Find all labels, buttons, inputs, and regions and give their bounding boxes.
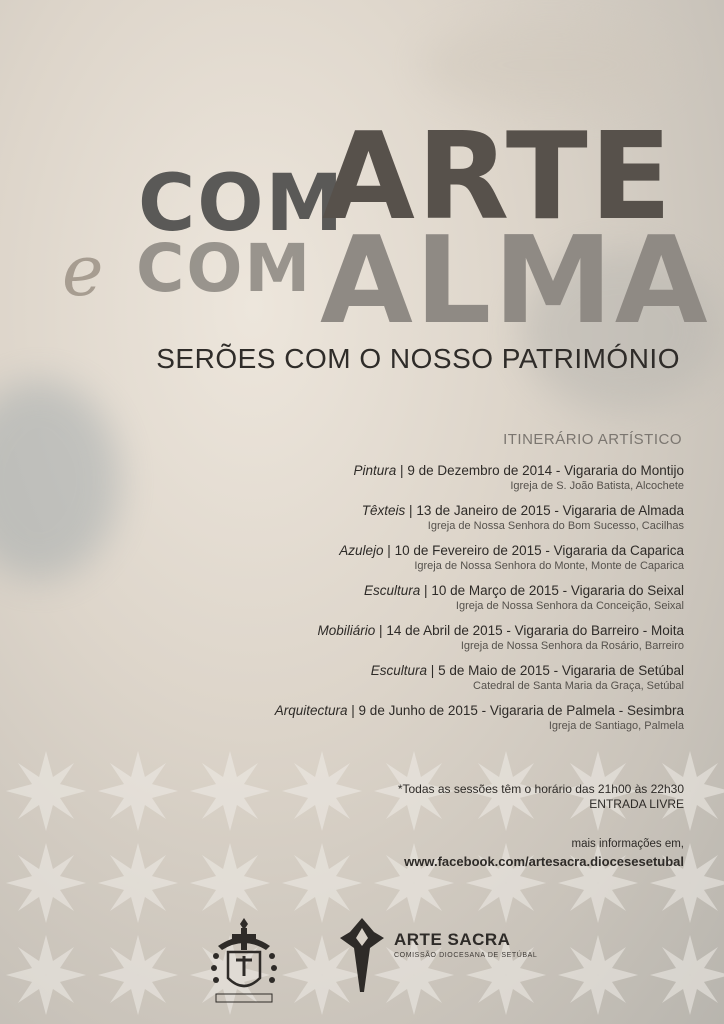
event-detail: 5 de Maio de 2015 - Vigararia de Setúbal (438, 663, 684, 678)
separator: | (351, 703, 355, 718)
event-venue: Igreja de Nossa Senhora do Monte, Monte de Caparica (414, 560, 684, 572)
event-discipline: Têxteis (361, 503, 406, 518)
separator: | (430, 663, 435, 678)
arte-sacra-mark-icon (340, 918, 384, 992)
event-list (164, 462, 684, 742)
separator: | (387, 543, 391, 558)
title-com-mirrored: COM (136, 230, 313, 307)
event-venue: Igreja de Santiago, Palmela (548, 720, 684, 732)
event-venue: Igreja de Nossa Senhora do Bom Sucesso, Cacilhas (427, 520, 684, 532)
separator: | (409, 503, 413, 518)
title-arte: ARTE (322, 108, 674, 247)
arte-sacra-wordmark (394, 930, 537, 959)
event-venue: Igreja de Nossa Senhora da Rosário, Barreiro (460, 640, 684, 652)
separator: | (379, 623, 383, 638)
free-entry: ENTRADA LIVRE (589, 797, 684, 811)
event-item (164, 702, 684, 733)
event-discipline: Escultura (370, 663, 428, 678)
brand-subtitle: COMISSÃO DIOCESANA DE SETÚBAL (394, 952, 538, 959)
event-item (164, 542, 684, 573)
event-item (164, 462, 684, 493)
event-detail: 9 de Junho de 2015 - Vigararia de Palmela - Sesimbra (358, 703, 684, 718)
background-stain (420, 20, 680, 110)
event-venue: Catedral de Santa Maria da Graça, Setúbal (473, 680, 684, 692)
schedule-notes (398, 782, 684, 812)
event-item (164, 622, 684, 653)
subtitle: SERÕES COM O NOSSO PATRIMÓNIO (156, 343, 680, 374)
event-line (164, 662, 684, 679)
event-line (164, 582, 684, 599)
title-alma: ALMA (320, 212, 710, 351)
event-discipline: Escultura (364, 583, 421, 598)
event-line (164, 542, 684, 559)
brand-name: ARTE SACRA (394, 930, 511, 949)
separator: | (424, 583, 428, 598)
event-line (164, 702, 684, 719)
event-item (164, 502, 684, 533)
background-stain (0, 380, 120, 580)
event-discipline: Arquitectura (274, 703, 348, 718)
title-e: e (62, 230, 104, 312)
diocese-crest-logo (208, 916, 280, 1008)
more-info (404, 836, 684, 870)
event-discipline: Pintura (353, 463, 397, 478)
event-detail: 13 de Janeiro de 2015 - Vigararia de Almada (416, 503, 684, 518)
event-detail: 9 de Dezembro de 2014 - Vigararia do Montijo (407, 463, 684, 478)
event-line (164, 462, 684, 479)
schedule-note: *Todas as sessões têm o horário das 21h00 às 22h30 (397, 782, 684, 796)
more-info-label: mais informações em, (571, 838, 684, 850)
event-discipline: Mobiliário (317, 623, 376, 638)
event-detail: 14 de Abril de 2015 - Vigararia do Barreiro - Moita (386, 623, 684, 638)
event-venue: Igreja de Nossa Senhora da Conceição, Seixal (455, 600, 684, 612)
section-title: ITINERÁRIO ARTÍSTICO (503, 431, 682, 448)
facebook-link[interactable]: www.facebook.com/artesacra.diocesesetubal (404, 854, 684, 869)
event-detail: 10 de Março de 2015 - Vigararia do Seixal (431, 583, 684, 598)
event-detail: 10 de Fevereiro de 2015 - Vigararia da Caparica (394, 543, 684, 558)
event-item (164, 582, 684, 613)
title-com: COM (138, 159, 346, 249)
separator: | (400, 463, 404, 478)
event-venue: Igreja de S. João Batista, Alcochete (510, 480, 684, 492)
event-line (164, 622, 684, 639)
event-discipline: Azulejo (339, 543, 384, 558)
event-line (164, 502, 684, 519)
event-item (164, 662, 684, 693)
